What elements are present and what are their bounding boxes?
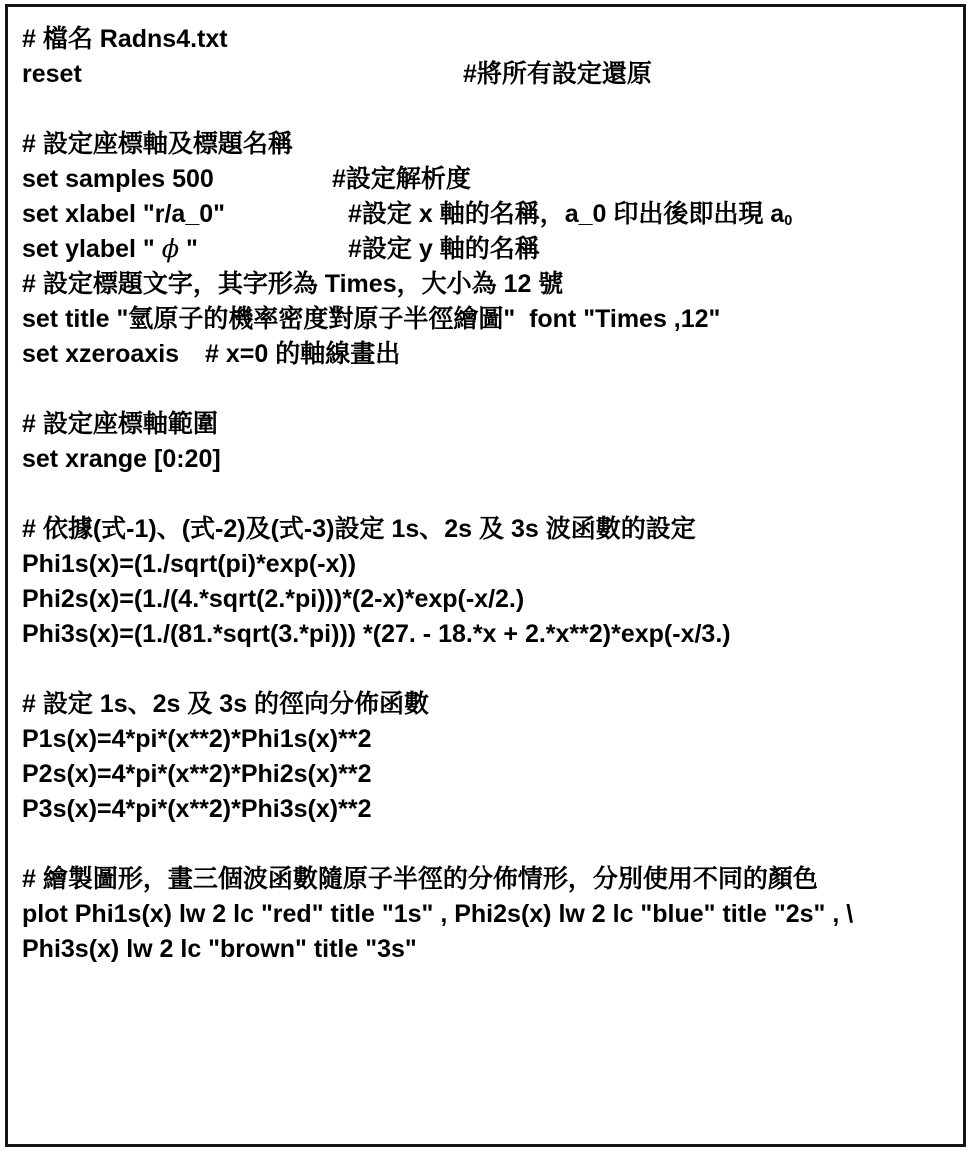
- code-line: [22, 22, 955, 57]
- code-line: [22, 302, 955, 337]
- code-text: [22, 130, 293, 158]
- text-segment: set xzeroaxis: [22, 340, 180, 368]
- text-segment: # 設定座標軸範圍: [22, 410, 218, 438]
- code-text: [22, 900, 853, 928]
- text-segment: # 繪製圖形，畫三個波函數隨原子半徑的分佈情形，分別使用不同的顏色: [22, 865, 818, 893]
- text-segment: # 設定座標軸及標題名稱: [22, 130, 293, 158]
- text-segment: set xrange [0:20]: [22, 445, 221, 473]
- code-text: [22, 445, 221, 473]
- code-text: [22, 550, 356, 578]
- text-segment: plot Phi1s(x) lw 2 lc "red" title "1s" , Phi2s(x) lw 2 lc "blue" title "2s" , \: [22, 900, 854, 928]
- code-line: [22, 617, 955, 652]
- text-segment: reset: [22, 60, 82, 88]
- code-line: [22, 197, 955, 232]
- text-segment: Phi3s(x)=(1./(81.*sqrt(3.*pi))) *(27. - 18.*x + 2.*x**2)*exp(-x/3.): [22, 620, 731, 648]
- code-line: [22, 337, 955, 372]
- code-line: [22, 267, 955, 302]
- code-text: [22, 620, 731, 648]
- code-text: [22, 305, 720, 333]
- code-text: [22, 200, 225, 228]
- code-line: [22, 512, 955, 547]
- blank-line: [22, 827, 955, 862]
- code-text: [22, 60, 82, 88]
- text-segment: # 依據(式-1)、(式-2)及(式-3)設定 1s、2s 及 3s 波函數的設定: [22, 515, 696, 543]
- code-text: [22, 340, 179, 368]
- text-segment: # x=0 的軸線畫出: [205, 340, 401, 368]
- subscript-zero: 0: [784, 213, 793, 230]
- blank-line: [22, 92, 955, 127]
- code-line: [22, 932, 955, 967]
- code-text: [22, 865, 818, 893]
- blank-line: [22, 652, 955, 687]
- text-segment: # 設定 1s、2s 及 3s 的徑向分佈函數: [22, 690, 430, 718]
- code-text: [22, 25, 228, 53]
- blank-line: [22, 477, 955, 512]
- inline-comment: [205, 337, 400, 372]
- code-text: [22, 515, 696, 543]
- text-segment: #設定解析度: [332, 165, 471, 193]
- text-segment: set xlabel "r/a_0": [22, 200, 225, 228]
- code-line: [22, 232, 955, 267]
- code-line: [22, 57, 955, 92]
- code-text: [22, 690, 429, 718]
- code-line: [22, 897, 955, 932]
- text-segment: P3s(x)=4*pi*(x**2)*Phi3s(x)**2: [22, 795, 372, 823]
- code-line: [22, 792, 955, 827]
- code-line: [22, 757, 955, 792]
- code-text: [22, 235, 198, 263]
- code-line: [22, 862, 955, 897]
- code-line: [22, 162, 955, 197]
- inline-comment: [348, 232, 540, 267]
- text-segment: #設定 y 軸的名稱: [348, 235, 540, 263]
- code-line: [22, 407, 955, 442]
- gnuplot-script-listing: [22, 22, 955, 1136]
- text-segment: P1s(x)=4*pi*(x**2)*Phi1s(x)**2: [22, 725, 372, 753]
- text-segment: # 設定標題文字，其字形為 Times，大小為 12 號: [22, 270, 564, 298]
- inline-comment: [332, 162, 471, 197]
- phi-symbol: ϕ: [161, 234, 180, 264]
- code-text: [22, 795, 371, 823]
- code-text: [22, 725, 371, 753]
- text-segment: P2s(x)=4*pi*(x**2)*Phi2s(x)**2: [22, 760, 372, 788]
- text-segment: #設定 x 軸的名稱，a_0 印出後即出現 a: [348, 200, 785, 228]
- code-line: [22, 442, 955, 477]
- code-text: [22, 585, 524, 613]
- code-line: [22, 687, 955, 722]
- code-line: [22, 722, 955, 757]
- text-segment: ": [179, 235, 198, 263]
- inline-comment: [463, 57, 652, 92]
- text-segment: Phi3s(x) lw 2 lc "brown" title "3s": [22, 935, 417, 963]
- text-segment: Phi2s(x)=(1./(4.*sqrt(2.*pi)))*(2-x)*exp(-x/2.): [22, 585, 525, 613]
- code-line: [22, 127, 955, 162]
- text-segment: # 檔名 Radns4.txt: [22, 25, 228, 53]
- code-line: [22, 582, 955, 617]
- document-page-border: [5, 4, 966, 1147]
- text-segment: set samples 500: [22, 165, 214, 193]
- text-segment: set title "氫原子的機率密度對原子半徑繪圖" font "Times ,12": [22, 305, 721, 333]
- blank-line: [22, 372, 955, 407]
- code-text: [22, 410, 218, 438]
- text-segment: Phi1s(x)=(1./sqrt(pi)*exp(-x)): [22, 550, 357, 578]
- code-text: [22, 935, 417, 963]
- text-segment: #將所有設定還原: [463, 60, 652, 88]
- code-text: [22, 270, 563, 298]
- code-text: [22, 165, 214, 193]
- code-line: [22, 547, 955, 582]
- code-text: [22, 760, 371, 788]
- text-segment: set ylabel ": [22, 235, 162, 263]
